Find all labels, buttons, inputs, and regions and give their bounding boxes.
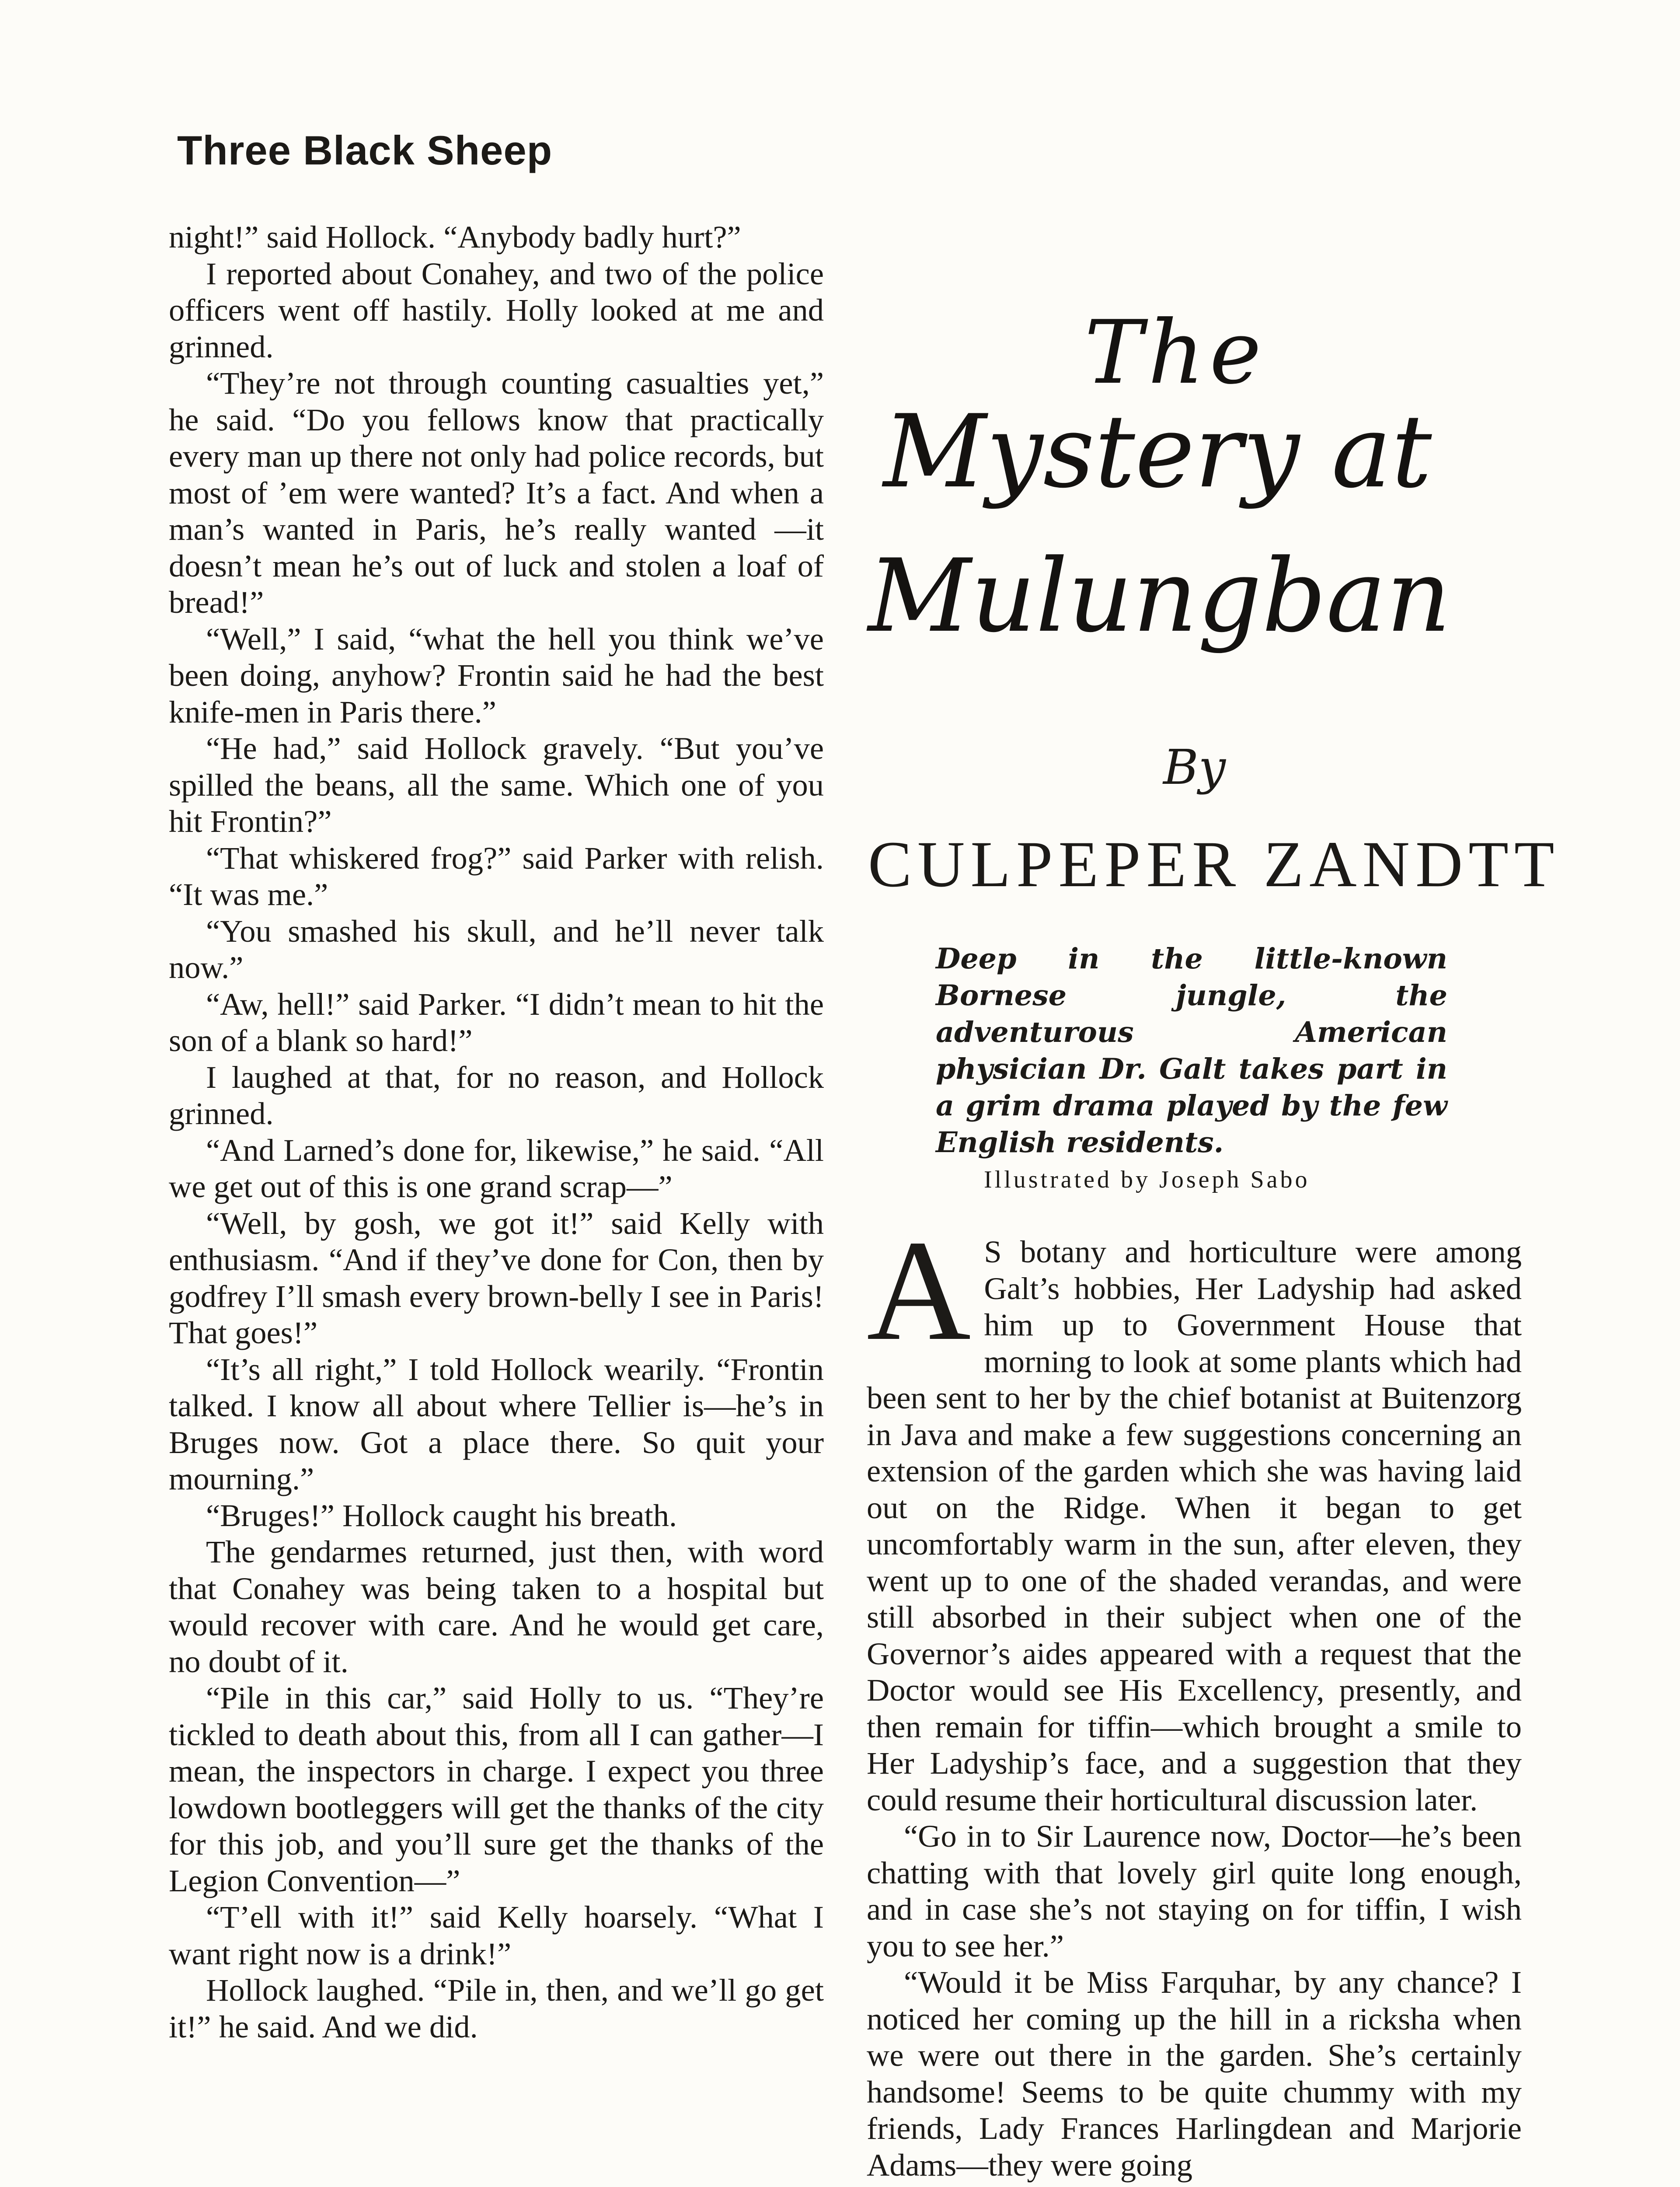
body-paragraph: “Aw, hell!” said Parker. “I didn’t mean to hit the son of a blank so hard!” [169,986,824,1058]
story-deck: Deep in the little-known Bornese jungle, the adventurous American physician Dr. Galt takes part in a grim drama played by the few English residents. [936,942,1447,1159]
body-paragraph: “That whiskered frog?” said Parker with relish. “It was me.” [169,840,824,912]
body-paragraph: “Bruges!” Hollock caught his breath. [206,1497,677,1533]
byline-by: By [1163,739,1226,795]
body-paragraph: “And Larned’s done for, likewise,” he said. “All we get out of this is one grand scrap—” [169,1132,824,1204]
body-paragraph: “T’ell with it!” said Kelly hoarsely. “What I want right now is a drink!” [169,1899,824,1971]
body-paragraph: I reported about Conahey, and two of the police officers went off hastily. Holly looked at me and grinned. [169,255,824,364]
body-paragraph: “Go in to Sir Laurence now, Doctor—he’s been chatting with that lovely girl quite long enough, and in case she’s not staying on for tiffin, I wish you to see her.” [867,1818,1522,1963]
body-paragraph: “They’re not through counting casualties yet,” he said. “Do you fellows know that practically every man up there not only had police records, but most of ’em were wanted? It’s a fact. And when a man’s wanted in Paris, he’s really wanted —it doesn’t mean he’s out of luck and stolen a loaf of bread!” [169,365,824,620]
story-title-line-3: Mulungban [868,538,1451,655]
body-paragraph: Hollock laughed. “Pile in, then, and we’ll go get it!” he said. And we did. [169,1972,824,2044]
author-name: CULPEPER ZANDTT [868,828,1560,901]
body-paragraph: I laughed at that, for no reason, and Hollock grinned. [169,1059,824,1131]
body-paragraph: “Would it be Miss Farquhar, by any chance? I noticed her coming up the hill in a ricksha when we were out there in the garden. She’s certainly handsome! Seems to be quite chummy with my friends, Lady Frances Harlingdean and Marjorie Adams—they were going [867,1964,1522,2183]
running-head: Three Black Sheep [177,127,553,173]
body-paragraph: The gendarmes returned, just then, with word that Conahey was being taken to a hospital but would recover with care. And he would get care, no doubt of it. [169,1534,824,1679]
story-title-line-1: The [1084,302,1267,404]
body-paragraph: “Pile in this car,” said Holly to us. “They’re tickled to death about this, from all I can gather—I mean, the inspectors in charge. I expect you three lowdown bootleggers will get the thanks of the city for this job, and you’ll sure get the thanks of the Legion Convention—” [169,1680,824,1898]
body-paragraph: “It’s all right,” I told Hollock wearily. “Frontin talked. I know all about where Tellier is—he’s in Bruges now. Got a place there. So quit your mourning.” [169,1351,824,1496]
opening-paragraph-text: S botany and horticulture were among Galt’s hobbies, Her Ladyship had asked him up to Government House that morning to look at some plants which had been sent to her by the chief botanist at Buitenzorg in Java and make a few suggestions concerning an extension of the garden which she was having laid out on the Ridge. When it began to get uncomfortably warm in the sun, after eleven, they went up to one of the shaded verandas, and were still absorbed in their subject when one of the Governor’s aides appeared with a request that the Doctor would see His Excellency, presently, and then remain for tiffin—which brought a smile to Her Ladyship’s face, and a suggestion that they could resume their horticultural discussion later. [867,1234,1522,1817]
body-paragraph: “Well, by gosh, we got it!” said Kelly with enthusiasm. “And if they’ve done for Con, then by godfrey I’ll smash every brown-belly I see in Paris! That goes!” [169,1205,824,1350]
right-column [867,1211,1522,2183]
body-paragraph: “Well,” I said, “what the hell you think we’ve been doing, anyhow? Frontin said he had the best knife-men in Paris there.” [169,621,824,730]
left-column [169,219,824,2045]
body-paragraph: “You smashed his skull, and he’ll never talk now.” [169,913,824,985]
story-title-line-2: Mystery at [883,394,1432,510]
opening-paragraph [867,1211,1522,1818]
drop-cap: A [867,1211,971,1370]
body-paragraph: “He had,” said Hollock gravely. “But you’ve spilled the beans, all the same. Which one of you hit Frontin?” [169,730,824,839]
body-paragraph: night!” said Hollock. “Anybody badly hurt?” [169,219,741,255]
illustrator-credit: Illustrated by Joseph Sabo [984,1166,1310,1193]
